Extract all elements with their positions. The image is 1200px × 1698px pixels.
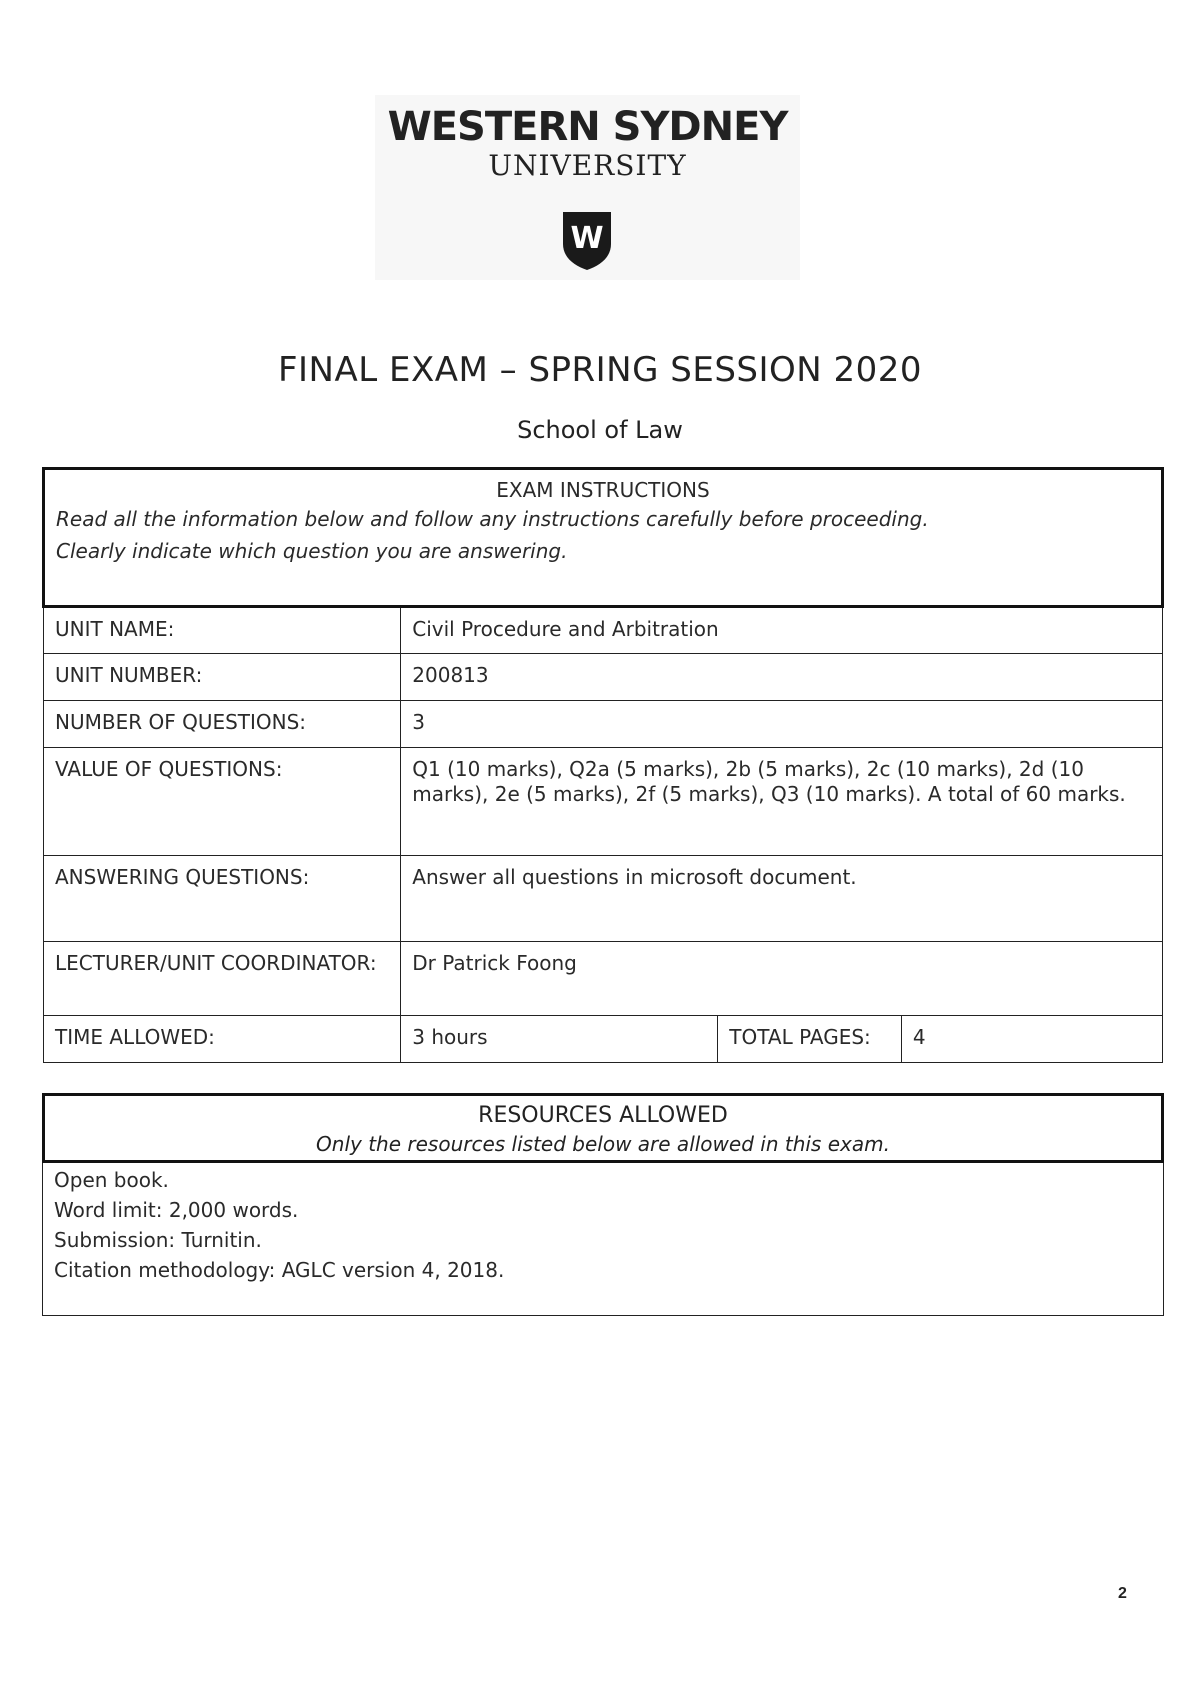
page-number: 2 [1118,1585,1127,1602]
time-allowed-label: TIME ALLOWED: [44,1016,401,1063]
resources-section [42,1093,1164,1316]
resources-heading: RESOURCES ALLOWED [478,1103,728,1128]
list-item: Open book. [54,1168,169,1192]
list-item: Submission: Turnitin. [54,1228,262,1252]
logo-wordmark-line1: WESTERN SYDNEY [387,104,788,150]
instructions-heading: EXAM INSTRUCTIONS [496,478,710,502]
instruction-line: Read all the information below and follow any instructions carefully before proceeding. [56,507,929,531]
logo-wordmark-line2: UNIVERSITY [488,149,687,182]
resources-subheading: Only the resources listed below are allowed in this exam. [316,1132,890,1156]
number-of-questions-value: 3 [401,701,1163,748]
shield-letter: W [570,221,604,256]
table-row [44,654,1163,701]
value-of-questions-value: Q1 (10 marks), Q2a (5 marks), 2b (5 marks), 2c (10 marks), 2d (10 marks), 2e (5 marks), 2f (5 marks), Q3 (10 marks). A total of 60 marks. [401,748,1163,856]
resources-header [42,1093,1164,1163]
instructions-row [44,469,1163,607]
table-row [44,748,1163,856]
list-item: Citation methodology: AGLC version 4, 2018. [54,1258,505,1282]
unit-name-value: Civil Procedure and Arbitration [401,607,1163,654]
unit-name-label: UNIT NAME: [44,607,401,654]
table-row [44,701,1163,748]
instructions-box [44,469,1163,607]
answering-questions-label: ANSWERING QUESTIONS: [44,856,401,942]
instruction-line: Clearly indicate which question you are answering. [56,539,568,563]
table-row [44,942,1163,1016]
answering-questions-value: Answer all questions in microsoft document. [401,856,1163,942]
table-row [44,856,1163,942]
lecturer-label: LECTURER/UNIT COORDINATOR: [44,942,401,1016]
unit-number-value: 200813 [401,654,1163,701]
table-row [44,1016,1163,1063]
number-of-questions-label: NUMBER OF QUESTIONS: [44,701,401,748]
table-row [44,607,1163,654]
value-of-questions-label: VALUE OF QUESTIONS: [44,748,401,856]
unit-number-label: UNIT NUMBER: [44,654,401,701]
total-pages-value: 4 [901,1016,1162,1063]
total-pages-label: TOTAL PAGES: [718,1016,902,1063]
list-item: Word limit: 2,000 words. [54,1198,299,1222]
time-allowed-value: 3 hours [401,1016,718,1063]
exam-title: FINAL EXAM – SPRING SESSION 2020 [277,350,923,390]
school-name: School of Law [517,416,683,444]
exam-details-table [42,467,1164,1063]
lecturer-value: Dr Patrick Foong [401,942,1163,1016]
resources-list [42,1163,1164,1316]
university-logo [375,95,800,280]
shield-icon [561,210,613,272]
